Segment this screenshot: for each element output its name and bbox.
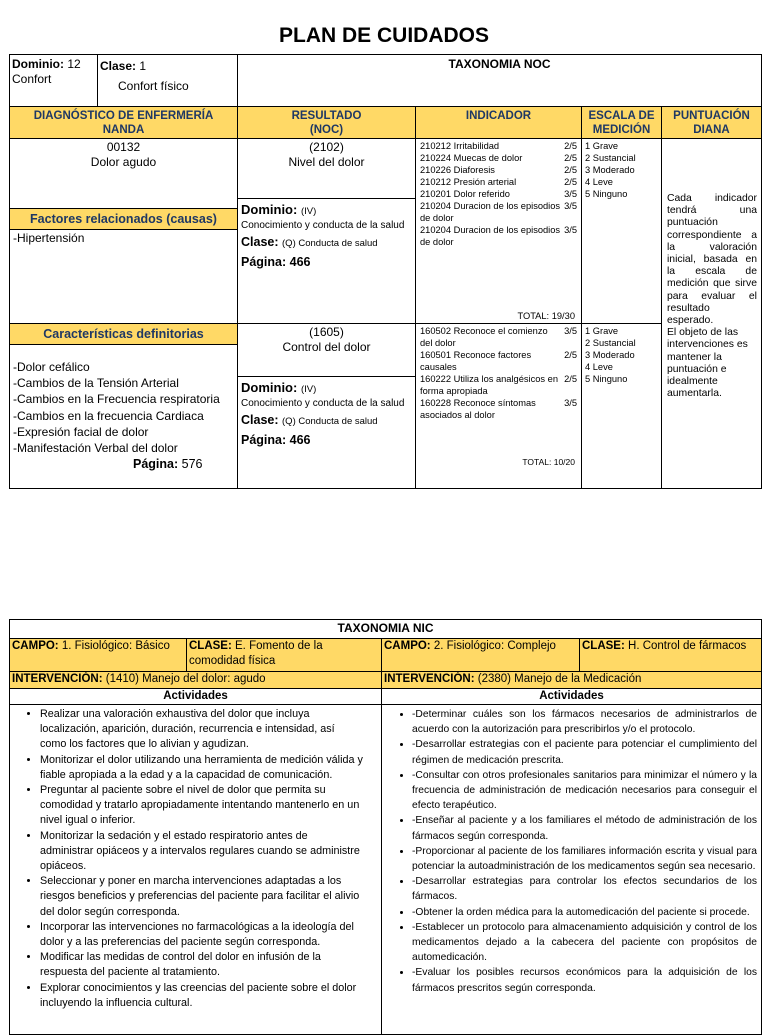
left-intervencion-label: INTERVENCIÓN: — [12, 673, 103, 685]
diag-pagina-label: Página: — [133, 457, 179, 472]
indicator-item — [420, 152, 577, 164]
indicator-text: 210226 Diaforesis — [420, 165, 495, 175]
right-campo-cell — [382, 639, 580, 672]
indicator-score: 2/5 — [564, 374, 577, 384]
header-puntuacion: PUNTUACIÓN DIANA — [662, 107, 762, 139]
caracteristicas-list — [10, 345, 237, 472]
right-activities-cell — [382, 705, 762, 1035]
indicator-item — [420, 397, 577, 421]
activity-item: • Realizar una valoración exhaustiva del dolor que incluya localización, aparición, duración, recurrencia e intensidad, así como los factores que lo alivian y agudizan. — [40, 707, 363, 753]
left-activities-cell — [10, 705, 382, 1035]
clase-value: 1 — [139, 59, 147, 73]
scale2-cell — [582, 324, 662, 489]
result1-clase-value: (Q) Conducta de salud — [282, 237, 378, 249]
left-campo-cell — [10, 639, 187, 672]
result1-pagina-label: Página: — [241, 254, 287, 269]
result1-dominio-label: Dominio: — [241, 202, 298, 217]
right-intervencion-label: INTERVENCIÓN: — [384, 673, 475, 685]
noc-taxonomy-title: TAXONOMIA NOC — [238, 55, 762, 107]
indicator-item — [420, 200, 577, 224]
diagnosis-code: 00132 — [106, 140, 141, 154]
scale-item: 2 Sustancial — [585, 153, 636, 163]
result1-pagina-value: 466 — [289, 254, 311, 269]
right-campo-value: 2. Fisiológico: Complejo — [433, 640, 556, 652]
indicator-item — [420, 188, 577, 200]
right-activities-list — [386, 707, 757, 996]
indicator-text: 210201 Dolor referido — [420, 189, 510, 199]
result1-name: Nivel del dolor — [288, 155, 365, 169]
header-indicador: INDICADOR — [416, 107, 582, 139]
left-intervencion-value: (1410) Manejo del dolor: agudo — [105, 673, 266, 685]
activity-item: • -Desarrollar estrategias con el paciente para potenciar el cumplimiento del régimen de medicación prescrita. — [412, 737, 757, 767]
activity-item: • -Desarrollar estrategias para controlar los efectos secundarios de los fármacos. — [412, 874, 757, 904]
factores-list — [10, 230, 237, 247]
scale-item: 4 Leve — [585, 362, 613, 372]
left-activities-list — [14, 707, 363, 1011]
clase-cell — [98, 55, 238, 107]
result2-pagina-value: 466 — [289, 432, 311, 447]
left-campo-label: CAMPO: — [12, 640, 59, 652]
result2-name: Control del dolor — [282, 340, 371, 354]
scale-item: 1 Grave — [585, 141, 619, 151]
activity-item: • -Proporcionar al paciente de los familiares información escrita y visual para potenciar la autoadministración de los medicamentos según sea necesario. — [412, 844, 757, 874]
indicator-score: 3/5 — [564, 225, 577, 235]
page-title: PLAN DE CUIDADOS — [278, 24, 489, 47]
indicator-text: 160502 Reconoce el comienzo del dolor — [420, 326, 548, 348]
right-intervencion-cell — [382, 672, 762, 689]
result1-clase-label: Clase: — [241, 234, 279, 249]
puntuacion-cell — [662, 139, 762, 489]
indicator-text: 210224 Muecas de dolor — [420, 153, 523, 163]
left-clase-label: CLASE: — [189, 640, 232, 652]
scale-item: 5 Ninguno — [585, 189, 628, 199]
right-intervencion-value: (2380) Manejo de la Medicación — [477, 673, 642, 685]
activity-item: • Modificar las medidas de control del dolor en infusión de la respuesta del paciente al tratamiento. — [40, 950, 363, 980]
indicators1-list — [420, 140, 577, 248]
indicator-score: 2/5 — [564, 165, 577, 175]
result2-dominio-label: Dominio: — [241, 380, 298, 395]
indicator-item — [420, 224, 577, 248]
scale-item: 3 Moderado — [585, 165, 635, 175]
indicator-text: 160501 Reconoce factores causales — [420, 350, 532, 372]
caracteristica-item: -Cambios de la Tensión Arterial — [13, 376, 179, 391]
diag-pagina-value: 576 — [181, 457, 203, 472]
result2-clase-value: (Q) Conducta de salud — [282, 415, 378, 427]
dominio-label: Dominio: — [12, 57, 64, 71]
scale-item: 4 Leve — [585, 177, 613, 187]
indicators2-list — [420, 325, 577, 421]
caracteristica-item: -Cambios en la Frecuencia respiratoria — [13, 392, 220, 407]
left-actividades-title: Actividades — [10, 689, 382, 705]
indicator-text: 210204 Duracion de los episodios de dolor — [420, 225, 561, 247]
activity-item: • -Establecer un protocolo para almacenamiento adquisición y control de los medicamentos dejado a la cabecera del paciente con propósitos de automedicación. — [412, 920, 757, 966]
indicator-item — [420, 140, 577, 152]
result2-code: (1605) — [309, 325, 344, 339]
caracteristicas-cell — [10, 324, 238, 489]
result1-dominio-value: (IV) — [300, 206, 317, 217]
factores-title: Factores relacionados (causas) — [10, 208, 237, 230]
indicator-item — [420, 373, 577, 397]
result1-dominio-desc: Conocimiento y conducta de la salud — [241, 220, 405, 231]
right-actividades-title: Actividades — [382, 689, 762, 705]
activity-item: • -Consultar con otros profesionales sanitarios para minimizar el número y la frecuencia de administración de medicación necesarios para conseguir el efecto terapéutico. — [412, 768, 757, 814]
indicator-score: 2/5 — [564, 141, 577, 151]
indicator-item — [420, 176, 577, 188]
caracteristica-item: -Manifestación Verbal del dolor — [13, 441, 178, 456]
result2-clase-label: Clase: — [241, 412, 279, 427]
indicators2-total: TOTAL: 10/20 — [522, 457, 575, 467]
scale2-list — [585, 325, 658, 385]
right-clase-value: H. Control de fármacos — [628, 640, 747, 652]
header-resultado: RESULTADO (NOC) — [238, 107, 416, 139]
right-clase-cell — [580, 639, 762, 672]
result1-code: (2102) — [309, 140, 344, 154]
caracteristica-item: -Cambios en la frecuencia Cardiaca — [13, 408, 204, 423]
header-escala: ESCALA DE MEDICIÓN — [582, 107, 662, 139]
right-campo-label: CAMPO: — [384, 640, 431, 652]
scale-item: 5 Ninguno — [585, 374, 628, 384]
left-campo-value: 1. Fisiológico: Básico — [61, 640, 170, 652]
nic-taxonomy-title: TAXONOMIA NIC — [10, 620, 762, 639]
dominio-name: Confort — [12, 72, 52, 86]
scale1-list — [585, 140, 658, 200]
indicators1-total: TOTAL: 19/30 — [517, 311, 575, 321]
activity-item: • Preguntar al paciente sobre el nivel de dolor que permita su comodidad y tratarlo apropiadamente intentando mantenerlo en un nivel igual o inferior. — [40, 783, 363, 829]
diagnosis-name: Dolor agudo — [90, 155, 157, 169]
clase-name: Confort físico — [118, 79, 189, 93]
indicator-text: 210212 Presión arterial — [420, 177, 517, 187]
scale-item: 3 Moderado — [585, 350, 635, 360]
activity-item: • Monitorizar el dolor utilizando una herramienta de medición válida y fiable apropiada a la edad y a la capacidad de comunicación. — [40, 753, 363, 783]
result1-cell — [238, 139, 416, 324]
indicator-text: 210204 Duracion de los episodios de dolor — [420, 201, 561, 223]
indicator-text: 210212 Irritabilidad — [420, 141, 500, 151]
indicator-text: 160228 Reconoce síntomas asociados al dolor — [420, 398, 536, 420]
indicator-score: 3/5 — [564, 398, 577, 408]
objetivo-text: El objeto de las intervenciones es mantener la puntuación e idealmente aumentarla. — [667, 327, 748, 400]
activity-item: • -Evaluar los posibles recursos económicos para la adquisición de los fármacos prescritos según corresponda. — [412, 965, 757, 995]
result2-cell — [238, 324, 416, 489]
left-clase-cell — [187, 639, 382, 672]
activity-item: • Incorporar las intervenciones no farmacológicas a la ideología del dolor y a las preferencias del paciente según corresponda. — [40, 920, 363, 950]
activity-item: • -Enseñar al paciente y a los familiares el método de administración de los fármacos según corresponda. — [412, 813, 757, 843]
dominio-cell — [10, 55, 98, 107]
indicator-text: 160222 Utiliza los analgésicos en forma apropiada — [420, 374, 558, 396]
indicator-score: 2/5 — [564, 153, 577, 163]
scale-item: 1 Grave — [585, 326, 619, 336]
left-clase-value: E. Fomento de la comodidad física — [189, 640, 323, 667]
indicator-score: 3/5 — [564, 201, 577, 211]
result2-pagina-label: Página: — [241, 432, 287, 447]
right-clase-label: CLASE: — [582, 640, 625, 652]
indicator-item — [420, 325, 577, 349]
indicator-score: 2/5 — [564, 350, 577, 360]
caracteristicas-title: Características definitorias — [10, 324, 237, 345]
header-diagnostico: DIAGNÓSTICO DE ENFERMERÍA NANDA — [10, 107, 238, 139]
nic-table — [9, 619, 762, 1035]
scale1-cell — [582, 139, 662, 324]
result2-dominio-desc: Conocimiento y conducta de la salud — [241, 398, 405, 409]
activity-item: • Monitorizar la sedación y el estado respiratorio antes de administrar opiáceos y a intervalos regulares cuando se administre opiáceos. — [40, 829, 363, 875]
clase-label: Clase: — [100, 59, 137, 73]
left-intervencion-cell — [10, 672, 382, 689]
puntuacion-text: Cada indicador tendrá una puntuación correspondiente a la valoración inicial, basada en la escala de medición que sirve para evaluar el resultado esperado. — [667, 193, 757, 327]
result2-dominio-value: (IV) — [300, 384, 317, 395]
diagnosis-cell — [10, 139, 238, 324]
scale-item: 2 Sustancial — [585, 338, 636, 348]
caracteristica-item: -Dolor cefálico — [13, 360, 90, 374]
caracteristica-item: -Expresión facial de dolor — [13, 424, 149, 439]
indicator-item — [420, 164, 577, 176]
activity-item: • -Determinar cuáles son los fármacos necesarios de administrarlos de acuerdo con la autorización para prescribirlos y/o el protocolo. — [412, 707, 757, 737]
factor-item: -Hipertensión — [13, 231, 85, 245]
dominio-value: 12 — [67, 57, 81, 71]
activity-item: • -Obtener la orden médica para la automedicación del paciente si procede. — [412, 905, 757, 920]
activity-item: • Explorar conocimientos y las creencias del paciente sobre el dolor incluyendo la influencia cultural. — [40, 981, 363, 1011]
indicators2-cell — [416, 324, 582, 489]
indicator-score: 2/5 — [564, 177, 577, 187]
indicator-score: 3/5 — [564, 189, 577, 199]
indicator-score: 3/5 — [564, 326, 577, 336]
indicators1-cell — [416, 139, 582, 324]
activity-item: • Seleccionar y poner en marcha intervenciones adaptadas a los riesgos beneficios y preferencias del paciente para facilitar el alivio del dolor según corresponda. — [40, 874, 363, 920]
noc-table — [9, 54, 762, 489]
indicator-item — [420, 349, 577, 373]
